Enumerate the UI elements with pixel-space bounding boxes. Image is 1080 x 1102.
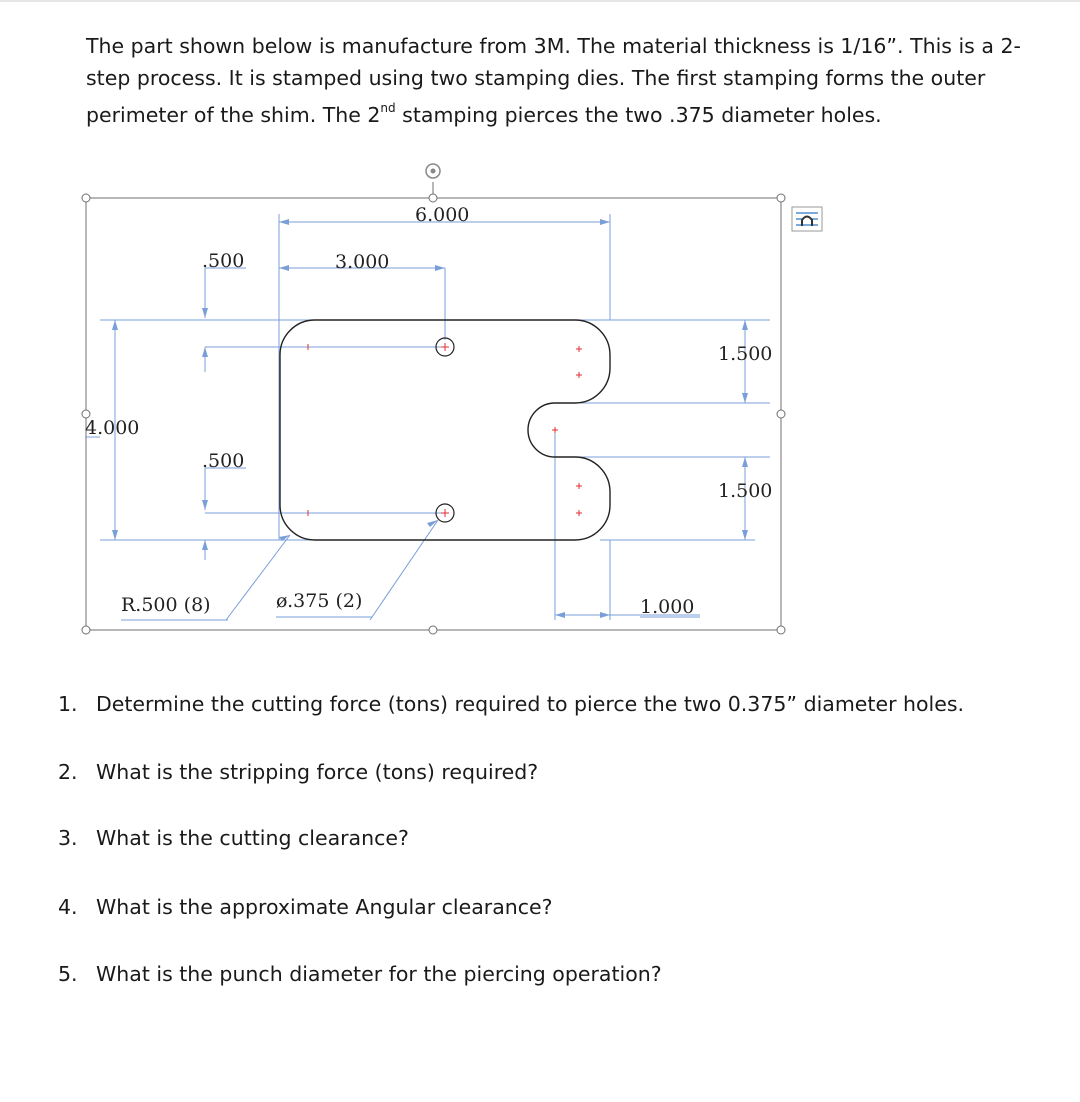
- dim-overall-width: 6.000: [415, 204, 470, 226]
- part-outline: [280, 320, 610, 540]
- question-5: 5. What is the punch diameter for the piercing operation?: [58, 962, 662, 986]
- question-2: 2. What is the stripping force (tons) required?: [58, 760, 539, 784]
- question-4: 4. What is the approximate Angular clearance?: [58, 895, 553, 919]
- note-radius: R.500 (8): [121, 594, 211, 616]
- dim-slot-upper: 1.500: [718, 343, 773, 365]
- problem-statement: The part shown below is manufacture from 3M. The material thickness is 1/16”. This is a 2-step process. It is stamped using two stamping dies. The first stamping forms the outer perimeter of the shim. The 2nd stamping pierces the two .375 diameter holes.: [86, 34, 1021, 127]
- dim-overall-height: 4.000: [85, 417, 140, 439]
- resize-handle: [777, 194, 785, 202]
- layout-options-icon[interactable]: [792, 207, 822, 231]
- question-3: 3. What is the cutting clearance?: [58, 826, 409, 850]
- image-frame: [86, 198, 781, 630]
- dim-hole-x: 3.000: [335, 251, 390, 273]
- center-marks: [308, 343, 582, 517]
- resize-handle: [429, 194, 437, 202]
- resize-handle: [82, 626, 90, 634]
- dim-bottom-offset: .500: [202, 450, 245, 472]
- resize-handle: [777, 410, 785, 418]
- rotate-icon[interactable]: [426, 164, 440, 178]
- dimension-lines: [85, 214, 773, 620]
- note-holes: ø.375 (2): [276, 590, 363, 612]
- resize-handle: [82, 194, 90, 202]
- dim-top-offset: .500: [202, 250, 245, 272]
- dim-slot-depth: 1.000: [640, 596, 695, 618]
- question-1: 1. Determine the cutting force (tons) required to pierce the two 0.375” diameter holes.: [58, 692, 965, 716]
- dim-slot-lower: 1.500: [718, 480, 773, 502]
- resize-handle: [429, 626, 437, 634]
- resize-handle: [777, 626, 785, 634]
- dimension-arrows: [112, 219, 748, 618]
